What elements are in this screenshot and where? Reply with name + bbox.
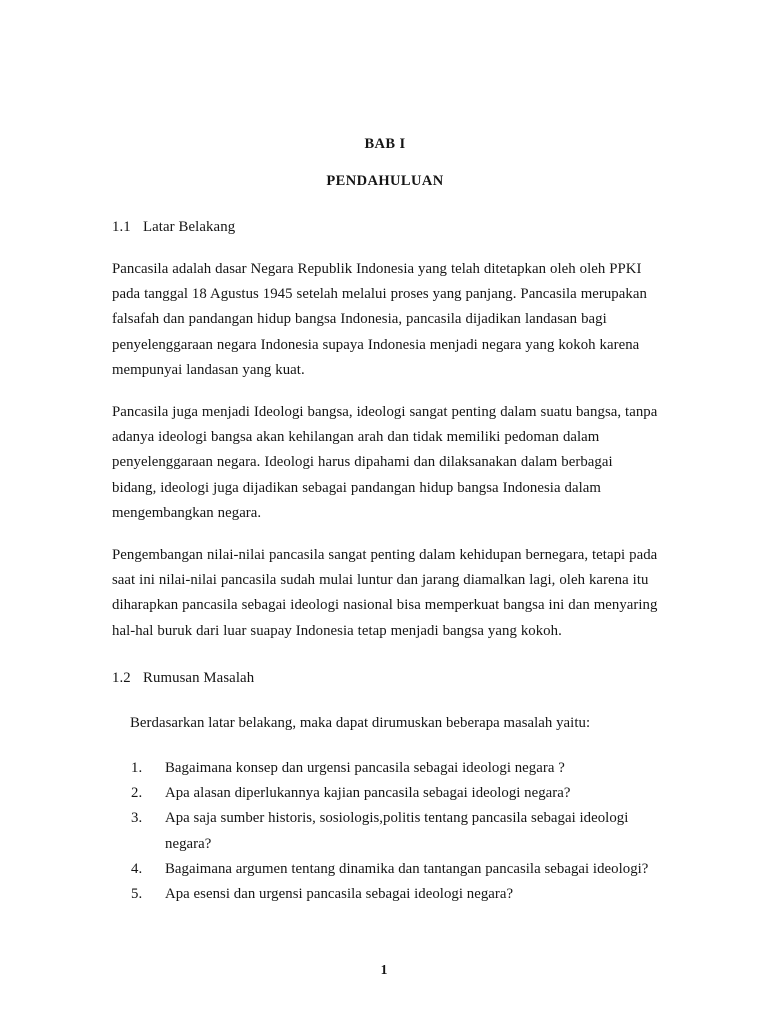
section-number-1-2: 1.2 — [112, 669, 131, 686]
list-item — [112, 882, 658, 907]
chapter-label: BAB I — [364, 136, 406, 152]
list-item-marker: 5. — [131, 886, 143, 903]
list-item — [112, 806, 658, 856]
list-item-text: Apa alasan diperlukannya kajian pancasila sebagai ideologi negara? — [165, 785, 571, 802]
page-number: 1 — [380, 962, 388, 977]
list-item-marker: 1. — [131, 760, 143, 777]
section-number-1-1: 1.1 — [112, 219, 131, 235]
list-item-text: Bagaimana konsep dan urgensi pancasila sebagai ideologi negara ? — [165, 760, 565, 777]
paragraph-1: Pancasila adalah dasar Negara Republik Indonesia yang telah ditetapkan oleh oleh PPKI pada tanggal 18 Agustus 1945 setelah melalui proses yang panjang. Pancasila merupakan falsafah dan pandangan hidup bangsa Indonesia, pancasila dijadikan landasan bagi penyelenggaraan negara Indonesia supaya Indonesia menjadi negara yang kokoh karena mempunyai landasan yang kuat. — [112, 261, 647, 378]
question-list — [112, 756, 658, 907]
paragraph-2: Pancasila juga menjadi Ideologi bangsa, ideologi sangat penting dalam suatu bangsa, tanpa adanya ideologi bangsa akan kehilangan arah dan tidak memiliki pedoman dalam penyelenggaraan negara. Ideologi harus dipahami dan dilaksanakan dalam berbagai bidang, ideologi juga dijadikan sebagai pandangan hidup bangsa Indonesia dalam mengembangkan negara. — [112, 404, 658, 521]
list-item-marker: 3. — [131, 810, 143, 827]
chapter-title: PENDAHULUAN — [326, 173, 444, 189]
list-item-text: Bagaimana argumen tentang dinamika dan tantangan pancasila sebagai ideologi? — [165, 860, 649, 877]
list-item-text: Apa esensi dan urgensi pancasila sebagai ideologi negara? — [165, 886, 514, 903]
list-item-text: Apa saja sumber historis, sosiologis,politis tentang pancasila sebagai ideologi negara? — [165, 810, 629, 852]
rumusan-lead-in: Berdasarkan latar belakang, maka dapat dirumuskan beberapa masalah yaitu: — [130, 714, 591, 731]
section-heading-1-2 — [112, 666, 658, 691]
list-item — [112, 857, 658, 882]
list-item — [112, 781, 658, 806]
section-heading-1-1 — [112, 215, 658, 240]
list-item — [112, 756, 658, 781]
section-title-1-1: Latar Belakang — [143, 219, 236, 235]
section-title-1-2: Rumusan Masalah — [143, 669, 255, 686]
list-item-marker: 2. — [131, 785, 143, 802]
document-content — [112, 132, 658, 907]
paragraph-3: Pengembangan nilai-nilai pancasila sangat penting dalam kehidupan bernegara, tetapi pada saat ini nilai-nilai pancasila sudah mulai luntur dan jarang diamalkan lagi, oleh karena itu diharapkan pancasila sebagai ideologi nasional bisa memperkuat bangsa ini dan menyaring hal-hal buruk dari luar suapay Indonesia tetap menjadi bangsa yang kokoh. — [112, 547, 658, 639]
list-item-marker: 4. — [131, 860, 143, 877]
